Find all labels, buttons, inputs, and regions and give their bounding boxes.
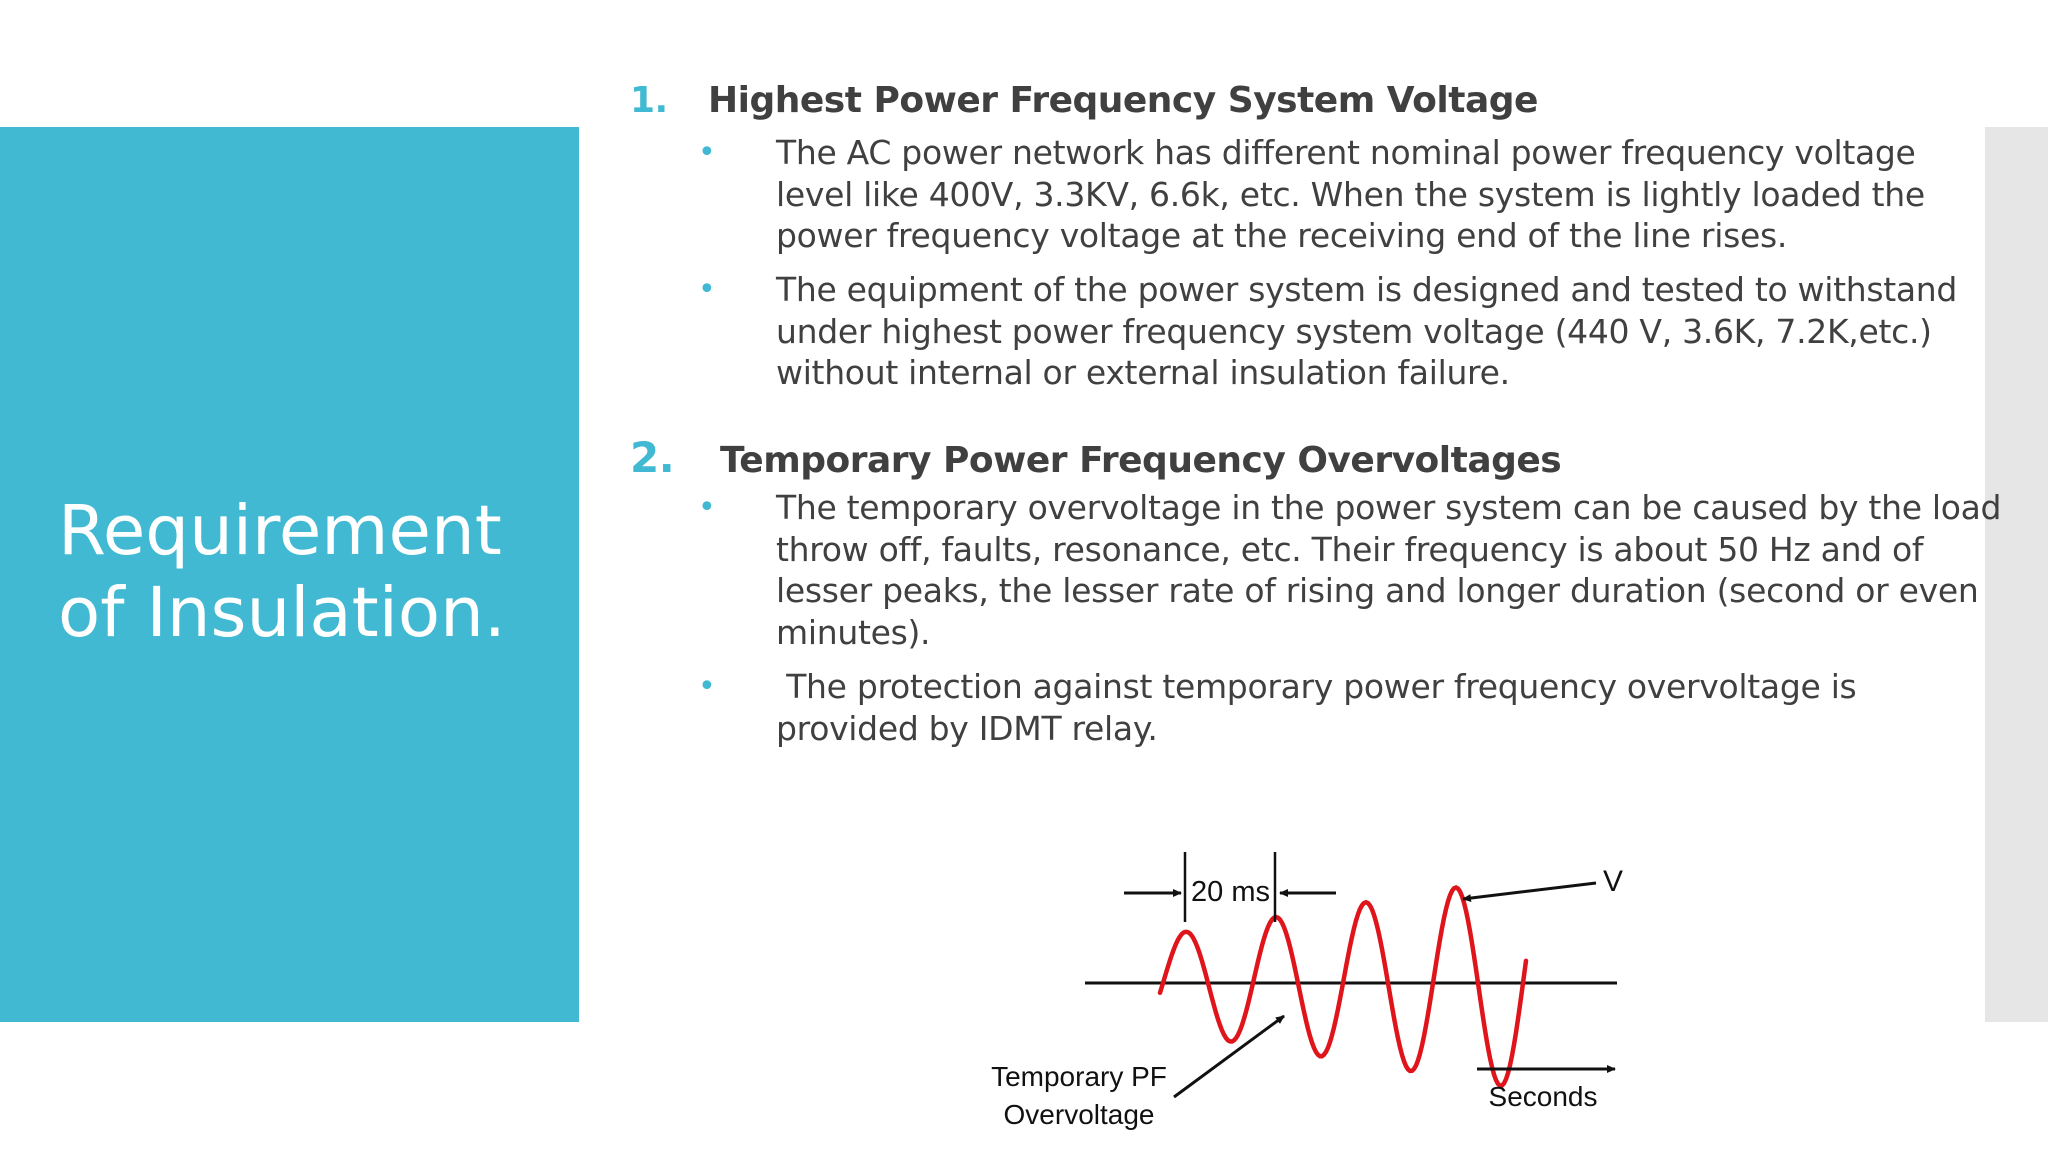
overvoltage-waveform [1160, 888, 1526, 1086]
voltage-arrow [1463, 883, 1596, 899]
bullet-line: The temporary overvoltage in the power system can be caused by the load [776, 488, 2002, 527]
section-2-heading [630, 433, 1561, 482]
voltage-label: V [1603, 865, 1624, 898]
section-1-number: 1. [630, 80, 668, 121]
bullet-marker-icon: • [698, 135, 716, 170]
bullet-line: minutes). [776, 612, 931, 652]
bullet-marker-icon: • [698, 272, 716, 307]
slide-title-line-2: of Insulation. [58, 573, 506, 653]
bullet-line: under highest power frequency system voltage (440 V, 3.6K, 7.2K,etc.) [776, 311, 1932, 351]
bullet-line: provided by IDMT relay. [776, 708, 1158, 748]
section-1-title: Highest Power Frequency System Voltage [708, 80, 1538, 121]
caption-arrow [1174, 1016, 1284, 1097]
section-1-heading [630, 80, 1538, 121]
bullet-marker-icon: • [698, 490, 716, 525]
overvoltage-diagram [980, 840, 1640, 1145]
bullet-marker-icon: • [698, 669, 716, 704]
bullet-line: lesser peaks, the lesser rate of rising and longer duration (second or even [776, 571, 1979, 610]
bullet-line: The equipment of the power system is designed and tested to withstand [776, 270, 1958, 309]
section-2-title: Temporary Power Frequency Overvoltages [720, 440, 1562, 481]
section-2-number: 2. [630, 433, 675, 482]
seconds-label: Seconds [1488, 1081, 1598, 1112]
bullet-line: The AC power network has different nominal power frequency voltage [776, 133, 1916, 172]
slide-title-line-1: Requirement [58, 491, 502, 571]
bullet-line: throw off, faults, resonance, etc. Their frequency is about 50 Hz and of [776, 529, 1924, 569]
bullet-line: level like 400V, 3.3KV, 6.6k, etc. When the system is lightly loaded the [776, 174, 1925, 214]
period-label: 20 ms [1191, 876, 1270, 908]
bullet-line: The protection against temporary power frequency overvoltage is [776, 667, 1857, 706]
caption-line-1: Temporary PF [991, 1061, 1167, 1092]
caption-line-2: Overvoltage [1003, 1099, 1155, 1130]
bullet-line: without internal or external insulation failure. [776, 353, 1510, 392]
bullet-line: power frequency voltage at the receiving end of the line rises. [776, 216, 1788, 255]
